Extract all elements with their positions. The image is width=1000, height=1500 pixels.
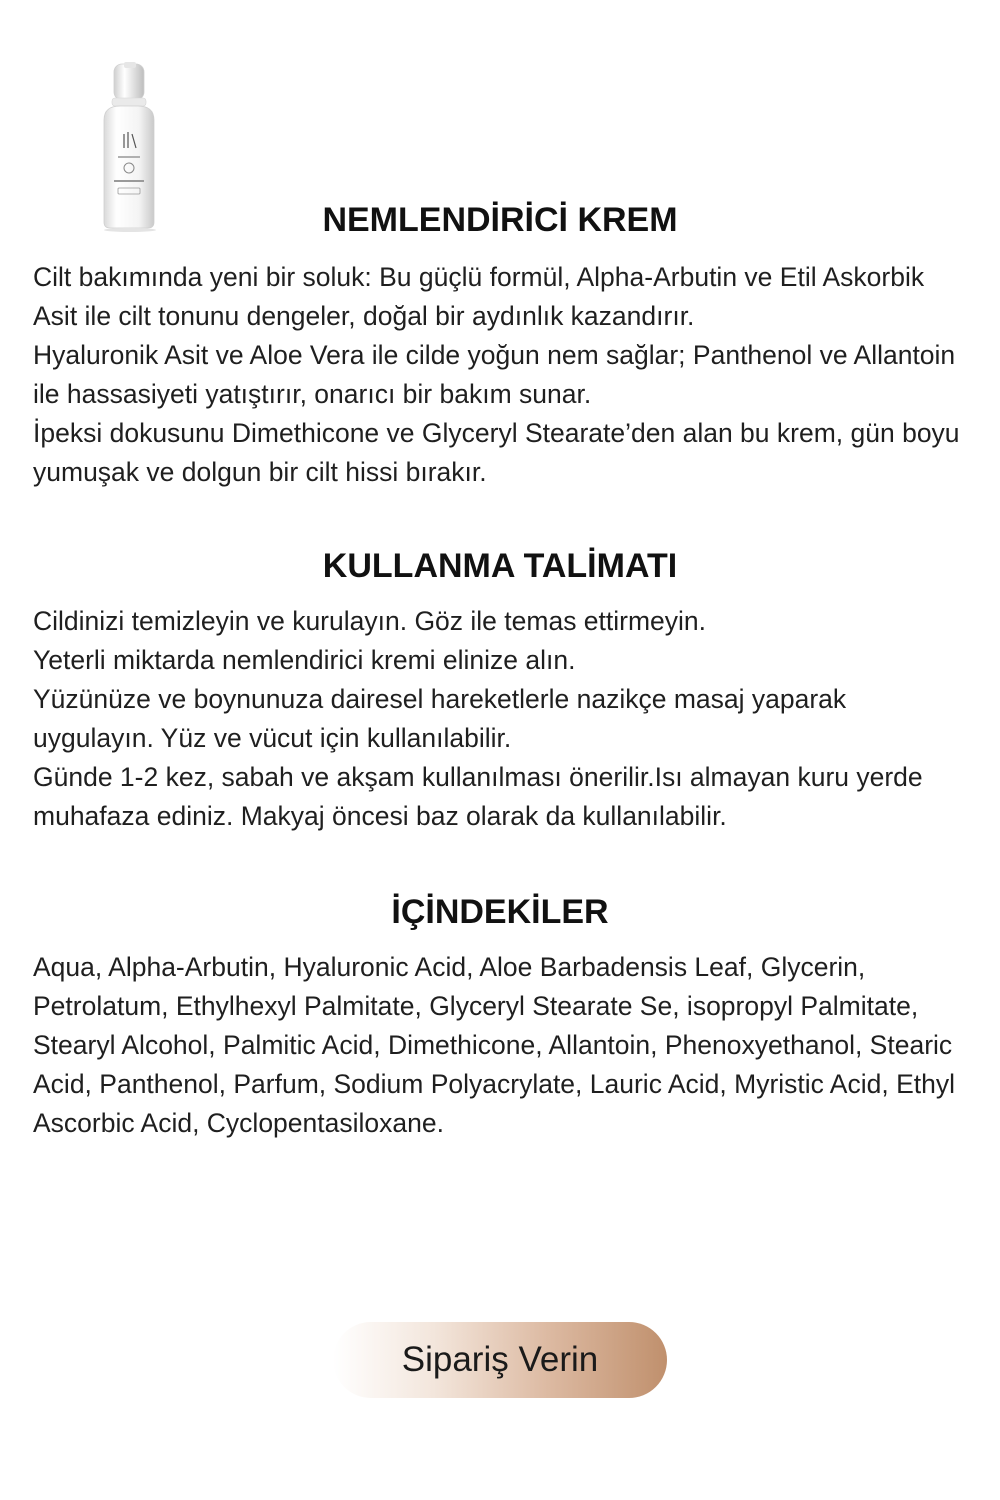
- ingredients-list: [33, 948, 967, 1143]
- ingredients-section: [33, 892, 967, 1143]
- usage-paragraph: Günde 1-2 kez, sabah ve akşam kullanılması önerilir.Isı almayan kuru yerde muhafaza ediniz. Makyaj öncesi baz olarak da kullanılabilir.: [33, 762, 923, 831]
- ingredients-text: Aqua, Alpha-Arbutin, Hyaluronic Acid, Aloe Barbadensis Leaf, Glycerin, Petrolatum, Ethylhexyl Palmitate, Glyceryl Stearate Se, isopropyl Palmitate, Stearyl Alcohol, Palmitic Acid, Dimethicone, Allantoin, Phenoxyethanol, Stearic Acid, Panthenol, Parfum, Sodium Polyacrylate, Lauric Acid, Myristic Acid, Ethyl Ascorbic Acid, Cyclopentasiloxane.: [33, 952, 956, 1138]
- product-title: NEMLENDİRİCİ KREM: [322, 201, 678, 239]
- usage-paragraph: Cildinizi temizleyin ve kurulayın. Göz ile temas ettirmeyin.: [33, 606, 707, 636]
- usage-title: KULLANMA TALİMATI: [322, 547, 678, 585]
- usage-paragraph: Yüzünüze ve boynunuza dairesel hareketlerle nazikçe masaj yaparak uygulayın. Yüz ve vücut için kullanılabilir.: [33, 684, 847, 753]
- product-section: [33, 200, 967, 492]
- product-paragraph: Cilt bakımında yeni bir soluk: Bu güçlü formül, Alpha-Arbutin ve Etil Askorbik Asit ile cilt tonunu dengeler, doğal bir aydınlık kazandırır.: [33, 262, 925, 331]
- usage-instructions: [33, 602, 967, 836]
- usage-paragraph: Yeterli miktarda nemlendirici kremi elinize alın.: [33, 645, 576, 675]
- order-button[interactable]: Sipariş Verin: [333, 1322, 667, 1398]
- product-description: [33, 258, 967, 492]
- product-paragraph: İpeksi dokusunu Dimethicone ve Glyceryl Stearate’den alan bu krem, gün boyu yumuşak ve dolgun bir cilt hissi bırakır.: [33, 418, 960, 487]
- ingredients-title: İÇİNDEKİLER: [391, 893, 609, 931]
- product-paragraph: Hyaluronik Asit ve Aloe Vera ile cilde yoğun nem sağlar; Panthenol ve Allantoin ile hassasiyeti yatıştırır, onarıcı bir bakım sunar.: [33, 340, 956, 409]
- usage-section: [33, 546, 967, 836]
